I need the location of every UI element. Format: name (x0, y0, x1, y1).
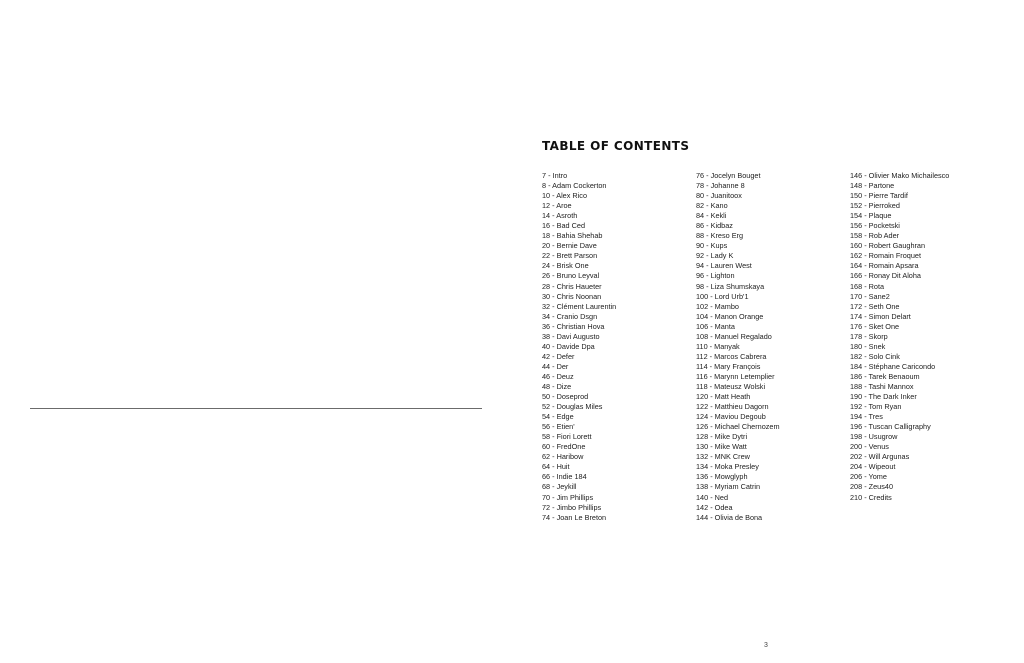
toc-entry: 86 - Kidbaz (696, 221, 733, 231)
toc-entry: 100 - Lord Urb'1 (696, 291, 749, 301)
toc-entry: 178 - Skorp (850, 331, 888, 341)
toc-entry: 108 - Manuel Regalado (696, 331, 772, 341)
toc-entry: 34 - Cranio Dsgn (542, 311, 598, 321)
toc-entry: 190 - The Dark Inker (850, 392, 917, 402)
toc-entry: 20 - Bernie Dave (542, 241, 597, 251)
toc-entry: 36 - Christian Hova (542, 321, 605, 331)
toc-entry: 16 - Bad Ced (542, 221, 585, 231)
toc-entry: 136 - Mowglyph (696, 472, 748, 482)
toc-entry: 174 - Simon Delart (850, 311, 911, 321)
toc-entry: 124 - Maviou Degoub (696, 412, 766, 422)
horizontal-rule (30, 408, 482, 409)
toc-entry: 38 - Davi Augusto (542, 331, 600, 341)
toc-entry: 210 - Credits (850, 492, 892, 502)
toc-entry: 88 - Kreso Erg (696, 231, 744, 241)
toc-entry: 176 - Sket One (850, 321, 900, 331)
toc-entry: 54 - Edge (542, 412, 574, 422)
toc-entry: 184 - Stéphane Caricondo (850, 361, 936, 371)
toc-entry: 42 - Defer (542, 351, 575, 361)
toc-entry: 24 - Brisk One (542, 261, 589, 271)
toc-entry: 10 - Alex Rico (542, 191, 588, 201)
toc-entry: 180 - Snek (850, 341, 886, 351)
toc-entry: 200 - Venus (850, 442, 889, 452)
toc-entry: 150 - Pierre Tardif (850, 191, 908, 201)
toc-entry: 18 - Bahia Shehab (542, 231, 603, 241)
toc-entry: 208 - Zeus40 (850, 482, 893, 492)
toc-title: TABLE OF CONTENTS (542, 139, 690, 153)
toc-entry: 104 - Manon Orange (696, 311, 764, 321)
toc-entry: 56 - Etien' (542, 422, 575, 432)
toc-entry: 44 - Der (542, 361, 569, 371)
page-number: 3 (764, 642, 768, 649)
toc-entry: 182 - Solo Cink (850, 351, 900, 361)
toc-entry: 46 - Deuz (542, 371, 574, 381)
toc-entry: 172 - Seth One (850, 301, 900, 311)
toc-entry: 82 - Kano (696, 201, 728, 211)
toc-entry: 206 - Yome (850, 472, 887, 482)
toc-entry: 148 - Partone (850, 181, 895, 191)
toc-entry: 146 - Olivier Mako Michailesco (850, 171, 950, 180)
toc-entry: 28 - Chris Haueter (542, 281, 602, 291)
toc-entry: 14 - Asroth (542, 211, 578, 221)
toc-entry: 132 - MNK Crew (696, 452, 750, 462)
toc-entry: 196 - Tuscan Calligraphy (850, 422, 931, 432)
toc-entry: 30 - Chris Noonan (542, 291, 602, 301)
toc-entry: 164 - Romain Apsara (850, 261, 919, 271)
toc-entry: 12 - Aroe (542, 201, 572, 211)
toc-entry: 98 - Liza Shumskaya (696, 281, 765, 291)
toc-entry: 160 - Robert Gaughran (850, 241, 926, 251)
toc-entry: 118 - Mateusz Wolski (696, 381, 766, 391)
toc-entry: 112 - Marcos Cabrera (696, 351, 767, 361)
toc-entry: 158 - Rob Ader (850, 231, 900, 241)
toc-entry: 134 - Moka Presley (696, 462, 759, 472)
toc-entry: 62 - Haribow (542, 452, 584, 462)
toc-entry: 102 - Mambo (696, 301, 739, 311)
toc-entry: 198 - Usugrow (850, 432, 898, 442)
toc-entry: 94 - Lauren West (696, 261, 752, 271)
toc-entry: 122 - Matthieu Dagorn (696, 402, 769, 412)
toc-entry: 92 - Lady K (696, 251, 734, 261)
toc-entry: 130 - Mike Watt (696, 442, 747, 452)
toc-column-2 (696, 171, 780, 523)
toc-entry: 60 - FredOne (542, 442, 586, 452)
toc-entry: 170 - Sane2 (850, 291, 890, 301)
toc-entry: 66 - Indie 184 (542, 472, 587, 482)
toc-entry: 22 - Brett Parson (542, 251, 598, 261)
toc-entry: 186 - Tarek Benaoum (850, 371, 920, 381)
toc-entry: 138 - Myriam Catrin (696, 482, 761, 492)
toc-entry: 80 - Juanitoox (696, 191, 742, 201)
toc-entry: 162 - Romain Froquet (850, 251, 921, 261)
toc-entry: 192 - Tom Ryan (850, 402, 902, 412)
toc-entry: 26 - Bruno Leyval (542, 271, 600, 281)
toc-entry: 116 - Marynn Letemplier (696, 371, 775, 381)
toc-entry: 50 - Doseprod (542, 392, 589, 402)
toc-entry: 96 - Lighton (696, 271, 735, 281)
toc-entry: 32 - Clément Laurentin (542, 301, 617, 311)
toc-entry: 204 - Wipeout (850, 462, 896, 472)
toc-entry: 64 - Huit (542, 462, 570, 472)
toc-entry: 8 - Adam Cockerton (542, 181, 607, 191)
toc-entry: 144 - Olivia de Bona (696, 512, 763, 522)
toc-entry: 154 - Plaque (850, 211, 892, 221)
toc-entry: 76 - Jocelyn Bouget (696, 171, 761, 180)
toc-entry: 78 - Johanne 8 (696, 181, 745, 191)
toc-entry: 156 - Pocketski (850, 221, 900, 231)
toc-entry: 142 - Odea (696, 502, 733, 512)
toc-entry: 72 - Jimbo Phillips (542, 502, 602, 512)
toc-entry: 58 - Fiori Lorett (542, 432, 592, 442)
toc-entry: 140 - Ned (696, 492, 729, 502)
toc-entry: 168 - Rota (850, 281, 885, 291)
toc-entry: 128 - Mike Dytri (696, 432, 748, 442)
toc-column-3 (850, 171, 949, 503)
toc-entry: 120 - Matt Heath (696, 392, 751, 402)
toc-entry: 90 - Kups (696, 241, 728, 251)
toc-entry: 40 - Davide Dpa (542, 341, 595, 351)
toc-entry: 194 - Tres (850, 412, 883, 422)
toc-entry: 52 - Douglas Miles (542, 402, 603, 412)
toc-entry: 74 - Joan Le Breton (542, 512, 607, 522)
toc-entry: 126 - Michael Chernozem (696, 422, 780, 432)
toc-entry: 202 - Will Argunas (850, 452, 910, 462)
toc-entry: 106 - Manta (696, 321, 735, 331)
toc-entry: 114 - Mary François (696, 361, 761, 371)
toc-column-1 (542, 171, 616, 523)
toc-entry: 188 - Tashi Mannox (850, 381, 914, 391)
toc-entry: 68 - Jeykill (542, 482, 577, 492)
toc-entry: 7 - Intro (542, 171, 568, 180)
toc-entry: 152 - Pierroked (850, 201, 900, 211)
toc-entry: 70 - Jim Phillips (542, 492, 594, 502)
toc-entry: 110 - Manyak (696, 341, 740, 351)
toc-entry: 48 - Dize (542, 381, 572, 391)
toc-entry: 84 - Kekli (696, 211, 727, 221)
toc-entry: 166 - Ronay Dit Aloha (850, 271, 921, 281)
